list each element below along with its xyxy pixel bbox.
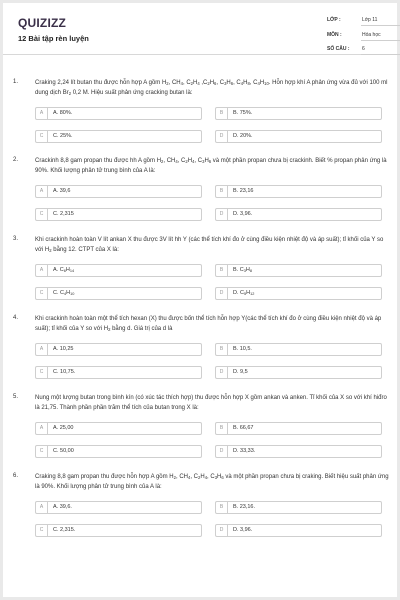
answer-option-a[interactable] — [35, 422, 202, 435]
answer-option-d[interactable] — [215, 130, 382, 143]
answer-option-b[interactable] — [215, 343, 382, 356]
question-text: Crackinh 8,8 gam propan thu được hh A gồm $H_2$, $CH_4$, $C_2H_4$, $C_3H_6$ và một phần propan chưa bị crackinh. Biết % propan phản ứng là 90%. Khối lượng phân tử trung bình của A là: — [35, 158, 387, 174]
option-letter-box: A — [36, 265, 48, 276]
option-letter-box: B — [216, 344, 228, 355]
option-text: A. 80%. — [53, 110, 73, 116]
quizizz-logo: QUIZIZZ — [18, 16, 67, 30]
option-text: D. 20%. — [233, 133, 253, 139]
question-number: 5. — [13, 394, 19, 400]
question-number: 2. — [13, 157, 19, 163]
option-letter-box: B — [216, 186, 228, 197]
meta-underline — [361, 25, 400, 26]
option-letter-box: A — [36, 186, 48, 197]
question-text: Khi crackinh hoàn toàn một thể tích hexan (X) thu được bốn thể tích hỗn hợp Y(các thể tích khí đo ở cùng điều kiện nhiệt độ và áp suất); tỉ khối của Y so với $H_2$ bằng d. Giá trị của d là — [35, 316, 382, 332]
option-letter-box: D — [216, 288, 228, 299]
meta-row-class — [327, 17, 399, 29]
option-text: C. 25%. — [53, 133, 73, 139]
answer-option-d[interactable] — [215, 524, 382, 537]
question-number: 6. — [13, 473, 19, 479]
answer-option-d[interactable] — [215, 445, 382, 458]
meta-row-question-count — [327, 46, 399, 58]
meta-value: Hóa học — [362, 32, 381, 38]
meta-label: MÔN : — [327, 32, 342, 38]
option-letter-box: D — [216, 131, 228, 142]
meta-underline — [361, 40, 400, 41]
option-letter-box: C — [36, 525, 48, 536]
answer-option-a[interactable] — [35, 185, 202, 198]
answer-option-d[interactable] — [215, 287, 382, 300]
option-letter-box: D — [216, 209, 228, 220]
worksheet-page — [3, 3, 397, 597]
option-text: C. 10,75. — [53, 369, 76, 375]
question-text: Nung một lượng butan trong bình kín (có xúc tác thích hợp) thu được hỗn hợp X gồm ankan và anken. Tỉ khối của X so với khí hiđro là 21,75. Thành phần phần trăm thể tích của butan trong X là: — [35, 395, 387, 411]
meta-value: Lớp 11 — [362, 17, 378, 23]
option-letter-box: D — [216, 367, 228, 378]
option-text: A. 39,6. — [53, 504, 72, 510]
option-letter-box: B — [216, 502, 228, 513]
option-text: C. $C_4H_{10}$ — [53, 290, 75, 296]
option-text: D. 9,5 — [233, 369, 248, 375]
option-text: C. 50,00 — [53, 448, 74, 454]
answer-option-b[interactable] — [215, 264, 382, 277]
option-text: D. $C_5H_{12}$ — [233, 290, 255, 296]
answer-option-a[interactable] — [35, 343, 202, 356]
option-text: B. $C_3H_8$ — [233, 267, 252, 273]
meta-value: 6 — [362, 46, 365, 52]
option-letter-box: C — [36, 131, 48, 142]
question-text: Khi crackinh hoàn toàn V lít ankan X thu được 3V lít hh Y (các thể tích khí đo ở cùng điều kiện nhiệt độ và áp suất); tỉ khối của Y so với $H_2$ bằng 12. CTPT của X là: — [35, 237, 384, 253]
answer-option-b[interactable] — [215, 107, 382, 120]
option-text: B. 10,5. — [233, 346, 252, 352]
option-letter-box: B — [216, 108, 228, 119]
answer-option-a[interactable] — [35, 107, 202, 120]
answer-option-c[interactable] — [35, 130, 202, 143]
option-letter-box: C — [36, 288, 48, 299]
answer-option-c[interactable] — [35, 208, 202, 221]
answer-option-a[interactable] — [35, 501, 202, 514]
answer-option-b[interactable] — [215, 422, 382, 435]
answer-option-c[interactable] — [35, 445, 202, 458]
option-letter-box: A — [36, 502, 48, 513]
option-text: A. 39,6 — [53, 188, 71, 194]
meta-row-subject — [327, 32, 399, 44]
question-number: 3. — [13, 236, 19, 242]
option-letter-box: A — [36, 108, 48, 119]
question-number: 4. — [13, 315, 19, 321]
option-letter-box: C — [36, 367, 48, 378]
meta-underline — [361, 54, 400, 55]
answer-option-b[interactable] — [215, 501, 382, 514]
worksheet-header — [3, 3, 397, 55]
worksheet-title: 12 Bài tập rèn luyện — [18, 34, 89, 43]
option-letter-box: C — [36, 446, 48, 457]
option-letter-box: B — [216, 423, 228, 434]
option-letter-box: B — [216, 265, 228, 276]
option-letter-box: A — [36, 423, 48, 434]
option-letter-box: D — [216, 446, 228, 457]
option-text: A. $C_6H_{14}$ — [53, 267, 75, 273]
option-letter-box: C — [36, 209, 48, 220]
answer-option-a[interactable] — [35, 264, 202, 277]
option-text: D. 3,96. — [233, 527, 253, 533]
option-text: B. 23,16 — [233, 188, 254, 194]
answer-option-c[interactable] — [35, 524, 202, 537]
option-text: B. 66,67 — [233, 425, 254, 431]
option-text: D. 33,33. — [233, 448, 256, 454]
question-text: Craking 8,8 gam propan thu được hỗn hợp A gồm $H_2$, $CH_4$, $C_2H_4$, $C_3H_6$ và một phần propan chưa bị craking. Biết hiệu suất phản ứng là 90%. Khối lượng phân tử trung bình của A là: — [35, 474, 389, 490]
question-text: Craking 2,24 lít butan thu được hỗn hợp A gồm $H_2$, $CH_4$, $C_2H_4$ $,C_2H_6$, $C_3H_6$, $C_4H_8$, $C_4H_{10}$. Hỗn hợp khí A phản ứng vừa đủ với 100 ml dung dịch $Br_2$ 0,2 M. Hiệu suất phản ứng cracking butan là: — [35, 80, 388, 96]
option-text: B. 75%. — [233, 110, 253, 116]
meta-label: LỚP : — [327, 17, 341, 23]
option-letter-box: A — [36, 344, 48, 355]
option-text: D. 3,96. — [233, 211, 253, 217]
answer-option-c[interactable] — [35, 366, 202, 379]
option-text: A. 25,00 — [53, 425, 74, 431]
question-number: 1. — [13, 79, 19, 85]
option-text: B. 23,16. — [233, 504, 256, 510]
answer-option-d[interactable] — [215, 366, 382, 379]
answer-option-b[interactable] — [215, 185, 382, 198]
option-text: A. 10,25 — [53, 346, 74, 352]
meta-label: SỐ CÂU : — [327, 46, 350, 52]
option-text: C. 2,315. — [53, 527, 76, 533]
option-text: C. 2,315 — [53, 211, 74, 217]
answer-option-c[interactable] — [35, 287, 202, 300]
answer-option-d[interactable] — [215, 208, 382, 221]
option-letter-box: D — [216, 525, 228, 536]
